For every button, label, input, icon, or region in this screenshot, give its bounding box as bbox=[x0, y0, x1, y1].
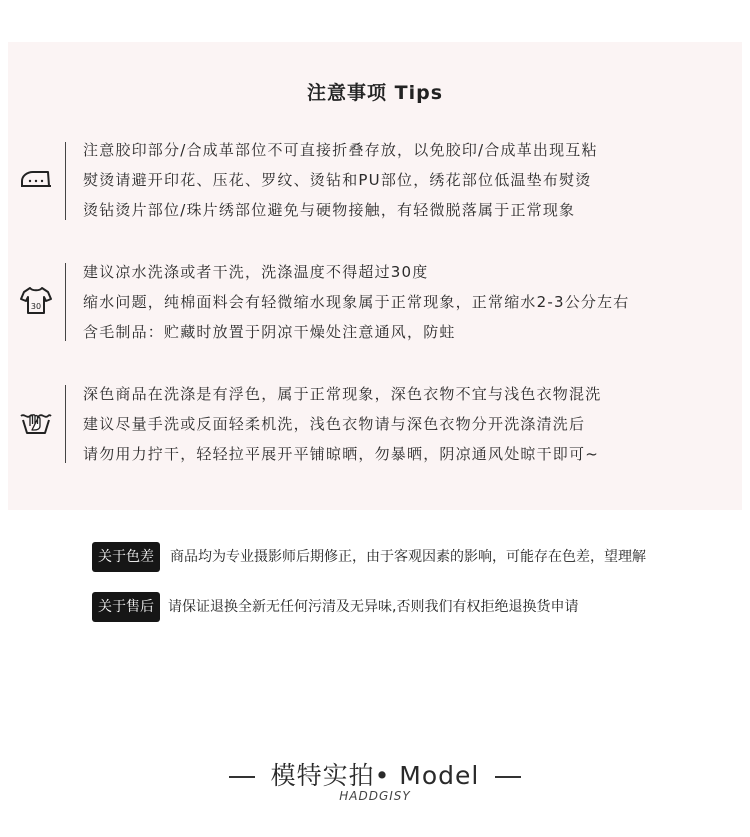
care-text-line: 注意胶印部分/合成革部位不可直接折叠存放，以免胶印/合成革出现互粘 bbox=[83, 141, 598, 159]
note-text: 商品均为专业摄影师后期修正，由于客观因素的影响，可能存在色差，望理解 bbox=[170, 549, 646, 565]
care-text-line: 含毛制品：贮藏时放置于阴凉干燥处注意通风，防蛀 bbox=[83, 323, 456, 341]
shirt-icon bbox=[18, 282, 54, 318]
care-text-line: 建议凉水洗涤或者干洗，洗涤温度不得超过30度 bbox=[83, 263, 429, 281]
care-text-line: 深色商品在洗涤是有浮色，属于正常现象，深色衣物不宜与浅色衣物混洗 bbox=[83, 385, 602, 403]
care-text-line: 烫钻烫片部位/珠片绣部位避免与硬物接触，有轻微脱落属于正常现象 bbox=[83, 201, 576, 219]
model-title-text: 模特实拍• Model bbox=[270, 761, 480, 790]
brand-subtitle: HADDGISY bbox=[339, 789, 411, 803]
care-text-line: 建议尽量手洗或反面轻柔机洗，浅色衣物请与深色衣物分开洗涤清洗后 bbox=[83, 415, 586, 433]
care-text-line: 缩水问题，纯棉面料会有轻微缩水现象属于正常现象，正常缩水2-3公分左右 bbox=[83, 293, 630, 311]
care-text-line: 请勿用力拧干，轻轻拉平展开平铺晾晒，勿暴晒，阴凉通风处晾干即可~ bbox=[83, 445, 599, 463]
title-dash-right bbox=[495, 776, 521, 778]
svg-text:30: 30 bbox=[30, 302, 42, 311]
section-divider bbox=[65, 142, 66, 220]
hand-wash-icon bbox=[18, 402, 54, 438]
note-badge: 关于售后 bbox=[92, 592, 160, 622]
note-text: 请保证退换全新无任何污清及无异味,否则我们有权拒绝退换货申请 bbox=[168, 599, 579, 615]
section-divider bbox=[65, 263, 66, 341]
title-dash-left bbox=[229, 776, 255, 778]
note-badge: 关于色差 bbox=[92, 542, 160, 572]
care-text-line: 熨烫请避开印花、压花、罗纹、烫钻和PU部位，绣花部位低温垫布熨烫 bbox=[83, 171, 592, 189]
section-divider bbox=[65, 385, 66, 463]
model-section-title bbox=[0, 756, 750, 792]
iron-icon bbox=[18, 160, 54, 196]
tips-title: 注意事项 Tips bbox=[307, 82, 443, 104]
